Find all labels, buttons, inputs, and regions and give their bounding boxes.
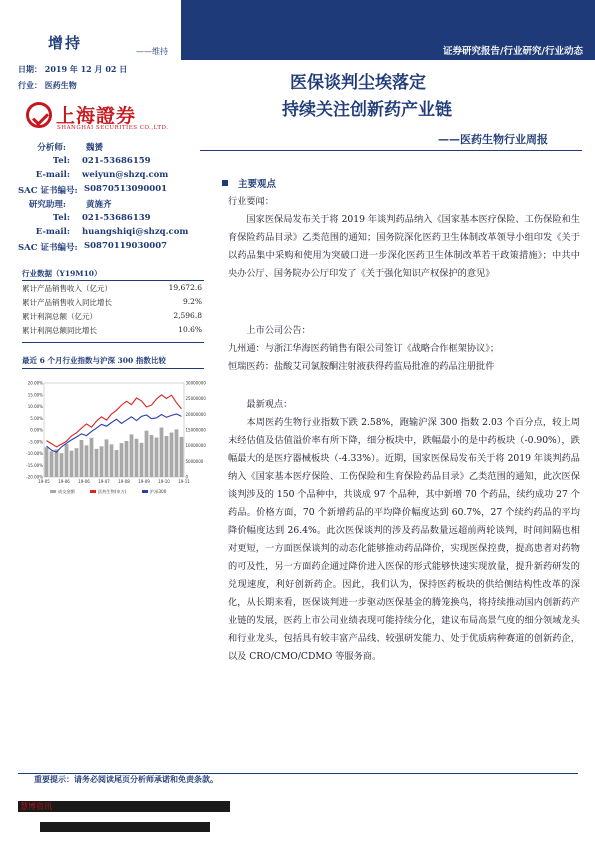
y-right-tick: 5000000 [185,458,204,464]
contact-row [18,184,180,196]
industry-news-section [228,193,580,283]
section-label: 最新观点： [246,399,293,410]
y-left-tick: -15.00% [26,462,43,468]
volume-bar [120,443,124,477]
contact-value: 魏赟 [86,143,104,153]
row-value: 19,672.6 [168,283,202,292]
volume-bar [100,446,104,477]
contact-label: Tel: [52,156,70,166]
divider [22,280,204,281]
report-categories: 证券研究报告/行业研究/行业动态 [443,46,583,57]
row-key: 累计利润总额（亿元） [22,312,97,321]
y-left-tick: 5.00% [30,415,43,421]
volume-bar [160,427,164,477]
y-right-tick: 20000000 [185,411,206,417]
paragraph: 国家医保局发布关于将 2019 年谈判药品纳入《国家基本医疗保险、工伤保险和生育保险药品目录》乙类范围的通知；国务院深化医药卫生体制改革领导小组印发《关于以药品集中采购和使用为突破口进一步深化医药卫生体制改革若干政策措施》；中共中央办公厅、国务院办公厅印发了《关于强化知识产权保护的意见》 [228,214,580,279]
y-left-tick: -20.00% [26,474,43,480]
volume-bar [180,437,184,477]
logo-mark-icon [26,102,52,128]
contact-label: E-mail: [35,227,70,237]
table-row [22,311,202,324]
paragraph: 恒瑞医药：盐酸艾司氯胺酮注射液获得药监局批准的药品注册批件 [228,361,495,372]
rating-sub-label: ——维持 [136,47,168,56]
row-key: 累计产品销售收入（亿元） [22,284,112,293]
y-left-tick: -10.00% [26,451,43,456]
divider [22,342,204,343]
section-label: 上市公司公告： [246,325,311,336]
volume-bar [65,444,69,477]
y-left-tick: 15.00% [27,392,43,398]
row-value: 10.6% [178,325,202,334]
contact-label: SAC 证书编号: [18,243,78,253]
contact-email[interactable]: huangshiqi@shzq.com [82,227,189,237]
industry-data-title: 行业数据（Y19M10） [22,269,102,278]
contact-label: E-mail: [35,170,70,180]
y-left-tick: -5.00% [28,439,43,445]
y-right-tick: 0 [185,474,189,480]
contact-row [18,156,180,166]
contact-row [18,198,180,210]
contact-row [18,241,180,253]
y-right-tick: 10000000 [185,443,206,449]
contact-label: SAC 证书编号: [18,186,78,196]
contact-value: S0870119030007 [84,241,168,251]
header-bar [181,0,595,60]
volume-bar [150,435,154,477]
footer-note: 重要提示：请务必阅读尾页分析师承诺和免责条款。 [34,774,218,784]
row-value: 9.2% [182,297,202,306]
square-bullet-icon [222,180,228,186]
volume-bar [45,447,49,477]
rating-label: 增持 [48,34,83,52]
volume-bar [155,438,159,477]
x-tick: 19-06 [78,479,90,484]
report-date: 日期： 2019 年 12 月 02 日 [18,64,128,74]
index-comparison-chart [20,377,210,502]
legend-label: 沪深300 [150,489,167,494]
legend-swatch [50,490,56,493]
rating-block [26,26,176,62]
y-right-tick: 30000000 [185,380,206,386]
y-right-tick: 25000000 [185,396,206,402]
paragraph: 九州通：与浙江华海医药销售有限公司签订《战略合作框架协议》； [228,343,500,354]
contact-value: 黄施齐 [86,200,112,210]
volume-bar [70,451,74,477]
contact-row [18,213,180,223]
divider [22,368,204,369]
row-key: 累计利润总额同比增长 [22,326,97,335]
logo-en: SHANGHAI SECURITIES CO.,LTD. [57,125,169,131]
volume-bar [170,433,174,477]
y-left-tick: 10.00% [27,404,43,409]
row-value: 2,596.8 [173,311,202,320]
x-tick: 19-09 [138,479,150,484]
contact-row [18,141,180,153]
report-subtitle: ——医药生物行业周报 [438,133,548,146]
volume-bar [50,451,54,477]
volume-bar [145,431,149,477]
volume-bar [85,445,89,477]
volume-bar [105,439,109,477]
legend-swatch [142,490,148,493]
contact-row [18,227,189,237]
x-tick: 19-07 [98,479,110,484]
legend-swatch [90,490,96,493]
x-tick: 19-11 [178,479,190,484]
volume-bar [130,434,134,477]
legend-label: 成交金额 [58,489,75,494]
contact-row [18,170,180,180]
volume-bar [95,449,99,477]
section-label: 行业要闻： [228,196,274,207]
volume-bar [75,448,79,477]
main-heading-text: 主要观点 [238,179,277,190]
company-announcements-section [228,322,580,376]
x-tick: 19-08 [118,479,130,484]
volume-bar [60,453,64,477]
company-logo [26,100,186,136]
contact-label: 研究助理: [28,200,66,210]
title-rule [200,150,582,151]
main-heading [222,176,276,190]
volume-bar [165,436,169,477]
volume-bar [175,429,179,477]
table-row [22,283,202,296]
contact-email[interactable]: weiyun@shzq.com [82,170,169,180]
paragraph: 本周医药生物行业指数下跌 2.58%，跑输沪深 300 指数 2.03 个百分点，较上周末经估值及估值溢价率有所下降，细分板块中，跌幅最小的是中药板块（-0.90%），跌幅最大的是医疗器械板块（-4.33%）。近期，国家医保局发布关于将 2019 年谈判药品纳入《国家基本医疗保险、工伤保险和生育保险药品目录》乙类范围的通知，此次医保谈判涉及的 150 个品种中，共谈成 97 个品种，其中新增 70 个药品，续约成功 27 个药品。价格方面，70 个新增药品的平均降价幅度达到 60.7%，27 个续约药品的平均降价幅度达到 26.4%。此次医保谈判的涉及药品数量远超前两轮谈判，时间间隔也相对更短，一方面医保谈判的动态化能够推动药品降价，实现医保控费，提高患者对药物的可及性，另一方面药企通过降价进入医保的形式能够快速实现放量，提升新药研发的兑现速度，利好创新药企。因此，我们认为，保持医药板块的供给侧结构性改革的深化，从长期来看，医保谈判进一步驱动医保基金的腾笼换鸟，将持续推动国内创新药产业链的发展，医药上市公司业绩表现可能持续分化，建议布局高景气度的细分领域龙头和行业龙头，包括具有较丰富产品线、较强研发能力、处于优质病种赛道的创新药企，以及 CRO/CMO/CDMO 等服务商。 [228,417,580,662]
contact-label: 分析师: [37,143,66,153]
watermark-bar: 慧博资讯 [18,801,230,812]
volume-bar [80,440,84,477]
chart-title: 最近 6 个月行业指数与沪深 300 指数比较 [22,356,166,365]
y-right-tick: 15000000 [185,427,206,433]
volume-bar [125,441,129,477]
contact-value: 021-53686139 [82,213,151,223]
contact-value: 021-53686159 [82,156,151,166]
contact-label: Tel: [52,213,70,223]
contact-value: S0870513090001 [84,184,168,194]
row-key: 累计产品销售收入同比增长 [22,298,112,307]
x-tick: 19-06 [58,479,70,484]
volume-bar [90,438,94,477]
x-tick: 19-10 [158,479,170,484]
volume-bar [140,443,144,477]
report-industry: 行业： 医药生物 [18,80,77,90]
table-row [22,325,202,338]
y-left-tick: 20.00% [27,380,43,386]
x-tick: 19-05 [38,479,50,484]
volume-bar [115,450,119,477]
latest-views-section [228,396,580,666]
volume-bar [110,444,114,477]
legend-label: 医药生物(申万) [98,489,127,494]
report-title-line2: 持续关注创新药产业链 [282,100,452,120]
y-left-tick: 0.00% [30,427,43,433]
watermark-bar [40,822,210,832]
report-title-line1: 医保谈判尘埃落定 [290,73,426,93]
table-row [22,297,202,310]
logo-cn: 上海證券 [56,105,137,127]
volume-bar [55,449,59,477]
volume-bar [135,439,139,477]
